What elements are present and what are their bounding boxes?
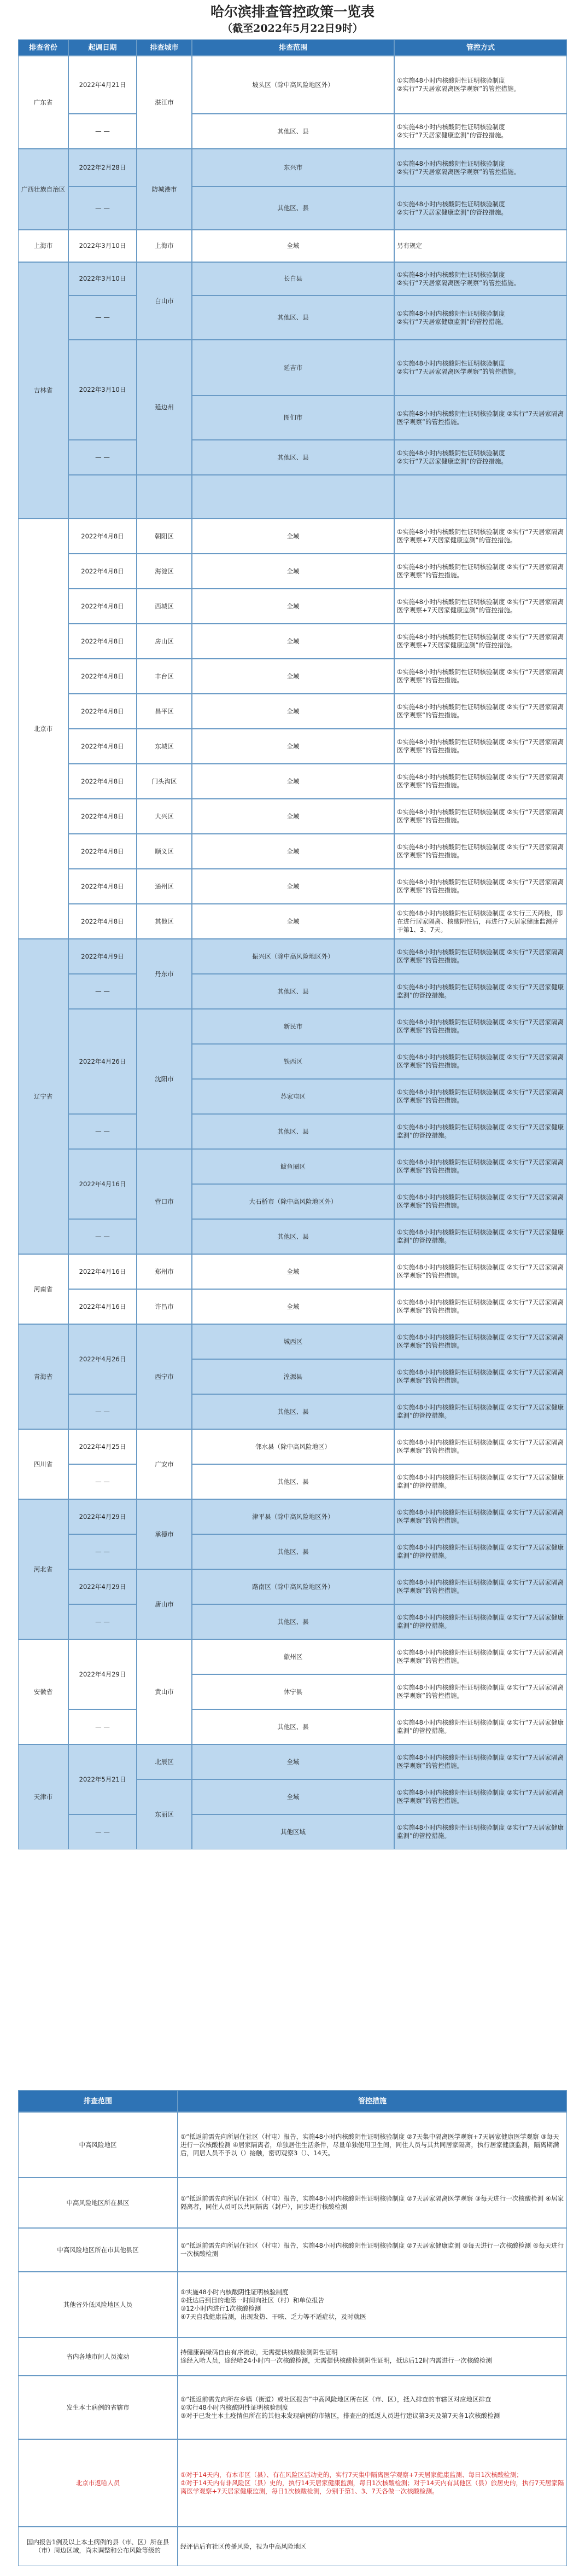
scope-cell: 铁西区: [192, 1044, 394, 1079]
date-cell: — —: [68, 440, 137, 475]
date-cell: 2022年4月25日: [68, 1429, 137, 1464]
province-cell: 河南省: [18, 1254, 68, 1324]
measure-cell: ①实施48小时内核酸阴性证明核验制度 ②实行“7天居家隔离医学观察”的管控措施。: [394, 56, 567, 114]
measure-cell: ①实施48小时内核酸阴性证明核验制度 ②实行“7天居家隔离医学观察+7天居家健康监测”的管控措施。: [394, 624, 567, 659]
province-cell: 青海省: [18, 1324, 68, 1429]
city-cell: 朝阳区: [137, 519, 192, 554]
date-cell: — —: [68, 1394, 137, 1429]
measure-cell: ①实施48小时内核酸阴性证明核验制度 ②实行“7天居家隔离医学观察”的管控措施。: [394, 799, 567, 834]
date-cell: — —: [68, 974, 137, 1009]
province-cell: 天津市: [18, 1744, 68, 1849]
date-cell: 2022年4月8日: [68, 659, 137, 694]
scope-cell: 湟源县: [192, 1359, 394, 1394]
scope-cell: 路南区（除中高风险地区外）: [192, 1569, 394, 1604]
scope-cell: 国内报告1例及以上本土病例的县（市、区）所在县（市）周边区域，尚未调整和公布风险等级的: [18, 2527, 178, 2566]
date-cell: 2022年4月16日: [68, 1289, 137, 1324]
measure-cell: ①实施48小时内核酸阴性证明核验制度 ②实行“7天居家隔离医学观察”的管控措施。: [394, 1079, 567, 1114]
date-cell: — —: [68, 1219, 137, 1254]
scope-cell: 全域: [192, 1744, 394, 1779]
measure-cell: ①实施48小时内核酸阴性证明核验制度 ②实行“7天居家健康监测”的管控措施。: [394, 1219, 567, 1254]
measure-cell: ①实施48小时内核酸阴性证明核验制度 ②实行“7天居家隔离医学观察”的管控措施。: [394, 764, 567, 799]
date-cell: 2022年4月8日: [68, 764, 137, 799]
scope-cell: 其他区、县: [192, 114, 394, 149]
scope-cell: 振兴区（除中高风险地区外）: [192, 939, 394, 974]
date-cell: — —: [68, 1814, 137, 1849]
measure-cell: ①实施48小时内核酸阴性证明核验制度 ②实行“7天居家隔离医学观察”的管控措施。: [394, 1674, 567, 1709]
city-cell: 上海市: [137, 230, 192, 262]
city-cell: 东城区: [137, 729, 192, 764]
province-cell: 广西壮族自治区: [18, 149, 68, 230]
scope-cell: 中高风险地区: [18, 2112, 178, 2178]
measure-cell: ①实施48小时内核酸阴性证明核验制度 ②实行“7天居家隔离医学观察”的管控措施。: [394, 1639, 567, 1674]
city-cell: 门头沟区: [137, 764, 192, 799]
date-cell: 2022年4月8日: [68, 799, 137, 834]
measure-cell: ①实施48小时内核酸阴性证明核验制度 ②实行“7天居家健康监测”的管控措施。: [394, 1814, 567, 1849]
measure-cell: 另有规定: [394, 230, 567, 262]
measure-cell: ①实施48小时内核酸阴性证明核验制度 ②实行“7天居家隔离医学观察+7天居家健康监测”的管控措施。: [394, 519, 567, 554]
measure-cell: ①实施48小时内核酸阴性证明核验制度 ②实行“7天居家隔离医学观察”的管控措施。: [394, 694, 567, 729]
scope-cell: 全域: [192, 904, 394, 939]
city-cell: 黄山市: [137, 1639, 192, 1744]
scope-cell: 全域: [192, 1779, 394, 1814]
measure-cell: [394, 475, 567, 519]
scope-cell: 延吉市: [192, 340, 394, 396]
city-cell: 大兴区: [137, 799, 192, 834]
scope-cell: 全域: [192, 659, 394, 694]
city-cell: 广安市: [137, 1429, 192, 1499]
scope-cell: 全域: [192, 764, 394, 799]
scope-cell: 休宁县: [192, 1674, 394, 1709]
scope-cell: 新民市: [192, 1009, 394, 1044]
city-cell: 延边州: [137, 340, 192, 475]
date-cell: — —: [68, 1464, 137, 1499]
measure-cell: ①实施48小时内核酸阴性证明核验制度 ②实行“7天居家隔离医学观察”的管控措施。: [394, 1289, 567, 1324]
measure-cell: ①实施48小时内核酸阴性证明核验制度 ②实行“7天居家健康监测”的管控措施。: [394, 1394, 567, 1429]
region-table: [18, 39, 567, 1849]
measure-cell: ①实施48小时内核酸阴性证明核验制度 ②实行“7天居家隔离医学观察”的管控措施。: [394, 1429, 567, 1464]
measure-cell: ①“抵返前需先向所在乡镇（街道）或社区报告”中高风险地区所在区（市、区），抵入排查的市辖区对应地区排查 ②实行48小时内核酸阴性证明核验制度 ③对于已发生本土疫情但所在的其他未发现病例的市辖区，排查出的抵返人员进行建议第3天及第7天各1次核酸检测: [178, 2376, 567, 2439]
scope-cell: 邻水县（除中高风险地区）: [192, 1429, 394, 1464]
header-cell: 排查省份: [18, 39, 68, 56]
city-cell: 西城区: [137, 589, 192, 624]
measure-cell: ①实施48小时内核酸阴性证明核验制度 ②实行“7天居家健康监测”的管控措施。: [394, 114, 567, 149]
measure-cell: ①“抵返前需先向所居住社区（村屯）报告，实施48小时内核酸阴性证明核验制度 ②7天居家健康监测 ③每天进行一次核酸检测 ④每天进行一次核酸检测: [178, 2228, 567, 2272]
province-cell: 河北省: [18, 1499, 68, 1639]
city-cell: 顺义区: [137, 834, 192, 869]
scope-cell: 中高风险地区所在县区: [18, 2178, 178, 2228]
province-cell: 辽宁省: [18, 939, 68, 1254]
date-cell: 2022年3月10日: [68, 262, 137, 295]
scope-cell: 全域: [192, 554, 394, 589]
date-cell: — —: [68, 1604, 137, 1639]
date-cell: — —: [68, 1709, 137, 1744]
scope-cell: 全域: [192, 230, 394, 262]
city-cell: 许昌市: [137, 1289, 192, 1324]
measure-cell: ①实施48小时内核酸阴性证明核验制度 ②实行“7天居家隔离医学观察”的管控措施。: [394, 1569, 567, 1604]
measure-cell: ①实施48小时内核酸阴性证明核验制度 ②实行“7天居家隔离医学观察”的管控措施。: [394, 939, 567, 974]
measure-cell: ①实施48小时内核酸阴性证明核验制度 ②实行“7天居家隔离医学观察”的管控措施。: [394, 1744, 567, 1779]
date-cell: 2022年4月29日: [68, 1569, 137, 1604]
city-cell: 营口市: [137, 1149, 192, 1254]
header-cell: 排查范围: [192, 39, 394, 56]
scope-cell: 其他区、县: [192, 1534, 394, 1569]
scope-cell: 其他区、县: [192, 1709, 394, 1744]
measure-cell: ①实施48小时内核酸阴性证明核验制度 ②实行“7天居家隔离医学观察+7天居家健康监测”的管控措施。: [394, 589, 567, 624]
city-cell: 防城港市: [137, 149, 192, 230]
province-cell: 安徽省: [18, 1639, 68, 1744]
date-cell: 2022年4月8日: [68, 519, 137, 554]
scope-cell: 全域: [192, 694, 394, 729]
page-subtitle: （截至2022年5月22日9时）: [222, 22, 363, 34]
city-cell: 昌平区: [137, 694, 192, 729]
date-cell: 2022年4月29日: [68, 1499, 137, 1534]
province-cell: 广东省: [18, 56, 68, 149]
measure-cell: ①对于14天内，有本市区（县）、有在风险区活动史的，实行7天集中隔离医学观察+7天居家健康监测、每日1次核酸检测； ②对于14天内有非风险区（县）史的，执行14天居家健康监测，每日1次核酸检测；对于14天内有其他区（县）旅居史的，执行7天居家隔离医学观察+7天居家健康监测，每日1次核酸检测，分别于第1、3、7天各做一次核酸检测。: [178, 2439, 567, 2527]
city-cell: 丰台区: [137, 659, 192, 694]
scope-cell: [192, 475, 394, 519]
date-cell: 2022年4月8日: [68, 834, 137, 869]
city-cell: 通州区: [137, 869, 192, 904]
date-cell: 2022年2月28日: [68, 149, 137, 187]
scope-cell: 其他区域: [192, 1814, 394, 1849]
city-cell: 白山市: [137, 262, 192, 340]
header-cell: 排查城市: [137, 39, 192, 56]
measure-cell: ①实施48小时内核酸阴性证明核验制度 ②实行“7天居家健康监测”的管控措施。: [394, 974, 567, 1009]
scope-cell: 其他区、县: [192, 1114, 394, 1149]
city-cell: 丹东市: [137, 939, 192, 1009]
date-cell: — —: [68, 187, 137, 230]
date-cell: — —: [68, 295, 137, 340]
scope-cell: 其他区、县: [192, 1604, 394, 1639]
date-cell: — —: [68, 1534, 137, 1569]
measure-cell: ①实施48小时内核酸阴性证明核验制度 ②实行“7天居家健康监测”的管控措施。: [394, 1534, 567, 1569]
city-cell: 海淀区: [137, 554, 192, 589]
measure-cell: ①实施48小时内核酸阴性证明核验制度 ②实行“7天居家隔离医学观察”的管控措施。: [394, 340, 567, 396]
city-cell: [137, 475, 192, 519]
measure-cell: ①实施48小时内核酸阴性证明核验制度 ②实行“7天居家隔离医学观察”的管控措施。: [394, 1184, 567, 1219]
measure-cell: 经评估后有社区传播风险，视为中高风险地区: [178, 2527, 567, 2566]
scope-cell: 大石桥市（除中高风险地区外）: [192, 1184, 394, 1219]
measure-cell: ①实施48小时内核酸阴性证明核验制度 ②实行“7天居家隔离医学观察”的管控措施。: [394, 1009, 567, 1044]
city-cell: 郑州市: [137, 1254, 192, 1289]
measure-cell: ①实施48小时内核酸阴性证明核验制度 ②实行“7天居家隔离医学观察”的管控措施。: [394, 1149, 567, 1184]
date-cell: 2022年4月26日: [68, 1324, 137, 1394]
measure-cell: ①实施48小时内核酸阴性证明核验制度 ②实行“7天居家隔离医学观察”的管控措施。: [394, 659, 567, 694]
measure-cell: ①“抵返前需先向所居住社区（村屯）报告，实施48小时内核酸阴性证明核验制度 ②7天居家隔离医学观察 ③每天进行一次核酸检测 ④居家隔离者，同住人员可以共同隔离（封户），同步进行核酸检测: [178, 2178, 567, 2228]
measure-cell: ①实施48小时内核酸阴性证明核验制度 ②实行“7天居家健康监测”的管控措施。: [394, 1464, 567, 1499]
date-cell: 2022年4月8日: [68, 904, 137, 939]
scope-cell: 全域: [192, 729, 394, 764]
city-cell: 北辰区: [137, 1744, 192, 1779]
measure-cell: ①实施48小时内核酸阴性证明核验制度 ②实行“7天居家隔离医学观察”的管控措施。: [394, 149, 567, 187]
date-cell: [68, 475, 137, 519]
scope-cell: 全域: [192, 624, 394, 659]
measure-cell: ①实施48小时内核酸阴性证明核验制度 ②实行“7天居家隔离医学观察”的管控措施。: [394, 1779, 567, 1814]
measure-cell: ①实施48小时内核酸阴性证明核验制度 ②实行三天两检，即在进行居家隔离、核酸阴性后，再进行7天居家健康监测并于第1、3、7天。: [394, 904, 567, 939]
measure-cell: ①实施48小时内核酸阴性证明核验制度 ②抵达后到目的地第一时间向社区（村）和单位报告 ③12小时内进行1次核酸检测 ④7天自我健康监测，出现发热、干咳、乏力等不适症状，及时就医: [178, 2272, 567, 2337]
measure-cell: ①“抵返前需先向所居住社区（村屯）报告，实施48小时内核酸阴性证明核验制度 ②7天集中隔离医学观察+7天居家健康医学观察 ③每天进行一次核酸检测 ④居家隔离者，单独居住生活条件，尽量单独使用卫生间，同住人员与其共同居家隔离，执行居家健康监测，隔离期满后，同居人员不予以（）接触，密切观察3（）、14天。: [178, 2112, 567, 2178]
scope-cell: 长白县: [192, 262, 394, 295]
date-cell: 2022年4月26日: [68, 1009, 137, 1114]
measure-cell: ①实施48小时内核酸阴性证明核验制度 ②实行“7天居家隔离医学观察”的管控措施。: [394, 869, 567, 904]
city-cell: 房山区: [137, 624, 192, 659]
city-cell: 湛江市: [137, 56, 192, 149]
measure-cell: ①实施48小时内核酸阴性证明核验制度 ②实行“7天居家隔离医学观察”的管控措施。: [394, 1044, 567, 1079]
scope-cell: 中高风险地区所在市其他县区: [18, 2228, 178, 2272]
date-cell: 2022年4月8日: [68, 729, 137, 764]
measure-cell: ①实施48小时内核酸阴性证明核验制度 ②实行“7天居家健康监测”的管控措施。: [394, 295, 567, 340]
province-cell: 北京市: [18, 519, 68, 939]
measure-cell: ①实施48小时内核酸阴性证明核验制度 ②实行“7天居家健康监测”的管控措施。: [394, 1604, 567, 1639]
city-cell: 其他区: [137, 904, 192, 939]
scope-cell: 全域: [192, 589, 394, 624]
city-cell: 西宁市: [137, 1324, 192, 1429]
scope-cell: 发生本土病例的省辖市: [18, 2376, 178, 2439]
city-cell: 沈阳市: [137, 1009, 192, 1149]
scope-cell: 东兴市: [192, 149, 394, 187]
scope-cell: 图们市: [192, 396, 394, 440]
scope-cell: 全域: [192, 1289, 394, 1324]
date-cell: 2022年4月8日: [68, 589, 137, 624]
scope-cell: 其他区、县: [192, 440, 394, 475]
date-cell: 2022年4月8日: [68, 694, 137, 729]
scope-cell: 其他区、县: [192, 187, 394, 230]
measure-cell: ①实施48小时内核酸阴性证明核验制度 ②实行“7天居家隔离医学观察”的管控措施。: [394, 1324, 567, 1359]
province-cell: 吉林省: [18, 262, 68, 519]
measure-cell: ①实施48小时内核酸阴性证明核验制度 ②实行“7天居家隔离医学观察”的管控措施。: [394, 1359, 567, 1394]
date-cell: — —: [68, 114, 137, 149]
measure-cell: ①实施48小时内核酸阴性证明核验制度 ②实行“7天居家健康监测”的管控措施。: [394, 187, 567, 230]
city-cell: 东丽区: [137, 1779, 192, 1849]
measure-cell: ①实施48小时内核酸阴性证明核验制度 ②实行“7天居家隔离医学观察”的管控措施。: [394, 1254, 567, 1289]
scope-cell: 坡头区（除中高风险地区外）: [192, 56, 394, 114]
scope-cell: 其他区、县: [192, 295, 394, 340]
scope-cell: 鲅鱼圈区: [192, 1149, 394, 1184]
page-title: 哈尔滨排查管控政策一览表: [210, 4, 375, 20]
scope-cell: 苏家屯区: [192, 1079, 394, 1114]
measure-cell: ①实施48小时内核酸阴性证明核验制度 ②实行“7天居家健康监测”的管控措施。: [394, 1114, 567, 1149]
date-cell: 2022年3月10日: [68, 230, 137, 262]
header-cell: 起调日期: [68, 39, 137, 56]
date-cell: 2022年4月8日: [68, 624, 137, 659]
province-cell: 四川省: [18, 1429, 68, 1499]
scope-cell: 津平县（除中高风险地区外）: [192, 1499, 394, 1534]
scope-cell: 全域: [192, 834, 394, 869]
city-cell: 承德市: [137, 1499, 192, 1569]
measures-table: [18, 2090, 567, 2566]
measure-cell: 持健康码绿码自由有序流动，无需提供核酸检测阴性证明 途经入哈人员，途经哈24小时内一次核酸检测，无需提供核酸检测阴性证明，抵达后12时内需进行一次核酸检测: [178, 2337, 567, 2376]
measure-cell: ①实施48小时内核酸阴性证明核验制度 ②实行“7天居家隔离医学观察”的管控措施。: [394, 262, 567, 295]
scope-cell: 省内各地市间人员流动: [18, 2337, 178, 2376]
header-cell: 管控措施: [178, 2090, 567, 2112]
scope-cell: 其他区、县: [192, 1394, 394, 1429]
scope-cell: 北京市返哈人员: [18, 2439, 178, 2527]
date-cell: 2022年4月29日: [68, 1639, 137, 1709]
date-cell: 2022年5月21日: [68, 1744, 137, 1814]
scope-cell: 城西区: [192, 1324, 394, 1359]
scope-cell: 全域: [192, 1254, 394, 1289]
date-cell: 2022年4月8日: [68, 554, 137, 589]
header-cell: 排查范围: [18, 2090, 178, 2112]
measure-cell: ①实施48小时内核酸阴性证明核验制度 ②实行“7天居家隔离医学观察”的管控措施。: [394, 834, 567, 869]
header-cell: 管控方式: [394, 39, 567, 56]
measure-cell: ①实施48小时内核酸阴性证明核验制度 ②实行“7天居家健康监测”的管控措施。: [394, 1709, 567, 1744]
city-cell: 唐山市: [137, 1569, 192, 1639]
scope-cell: 全域: [192, 869, 394, 904]
date-cell: 2022年4月21日: [68, 56, 137, 114]
scope-cell: 其他区、县: [192, 1464, 394, 1499]
scope-cell: 其他区、县: [192, 1219, 394, 1254]
measure-cell: ①实施48小时内核酸阴性证明核验制度 ②实行“7天居家隔离医学观察”的管控措施。: [394, 554, 567, 589]
scope-cell: 其他省外低风险地区人员: [18, 2272, 178, 2337]
scope-cell: 全域: [192, 799, 394, 834]
measure-cell: ①实施48小时内核酸阴性证明核验制度 ②实行“7天居家隔离医学观察”的管控措施。: [394, 729, 567, 764]
date-cell: 2022年4月16日: [68, 1149, 137, 1219]
date-cell: — —: [68, 1114, 137, 1149]
scope-cell: 全域: [192, 519, 394, 554]
scope-cell: 歙州区: [192, 1639, 394, 1674]
date-cell: 2022年4月9日: [68, 939, 137, 974]
scope-cell: 其他区、县: [192, 974, 394, 1009]
date-cell: 2022年3月10日: [68, 340, 137, 440]
measure-cell: ①实施48小时内核酸阴性证明核验制度 ②实行“7天居家健康监测”的管控措施。: [394, 440, 567, 475]
date-cell: 2022年4月16日: [68, 1254, 137, 1289]
date-cell: 2022年4月8日: [68, 869, 137, 904]
province-cell: 上海市: [18, 230, 68, 262]
measure-cell: ①实施48小时内核酸阴性证明核验制度 ②实行“7天居家隔离医学观察”的管控措施。: [394, 396, 567, 440]
measure-cell: ①实施48小时内核酸阴性证明核验制度 ②实行“7天居家隔离医学观察”的管控措施。: [394, 1499, 567, 1534]
